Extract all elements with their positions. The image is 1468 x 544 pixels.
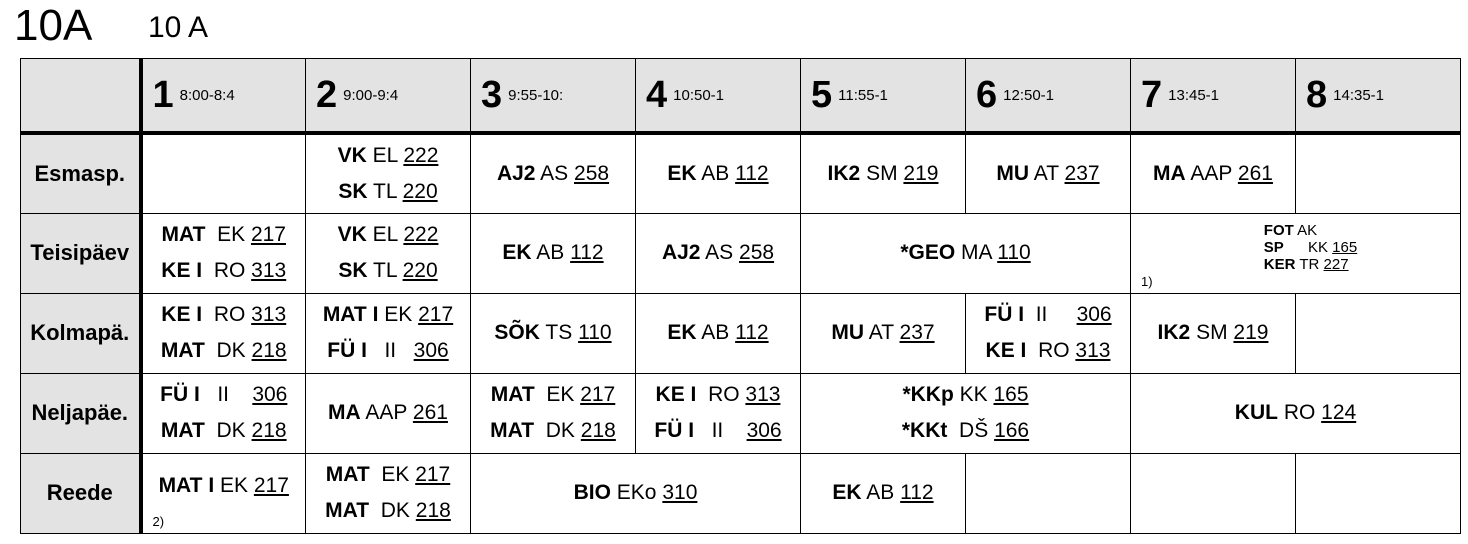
lesson-line [306,138,470,174]
class-subtitle: 10 A [148,11,209,44]
lesson-cell-empty [1131,453,1296,533]
lesson-line [801,377,1130,413]
teacher-code: EL [372,223,398,246]
course-code: MAT [160,419,205,442]
period-number: 4 [646,73,668,116]
lesson-line [471,475,800,511]
course-code: IK2 [827,161,861,185]
lesson-line [801,413,1130,449]
room-number: 218 [251,419,287,442]
lesson-cell [1131,213,1461,293]
lesson-line [306,174,470,210]
room-number: 217 [415,463,451,486]
period-time: 11:55-1 [838,86,888,104]
course-code: FÜ I [984,303,1025,326]
course-code: SÕK [494,321,540,344]
period-header [1131,59,1296,134]
day-row-wednesday [21,293,1461,373]
day-row-thursday [21,373,1461,453]
teacher-code: RO [1038,339,1070,362]
lesson-line [306,395,470,431]
period-number: 8 [1306,73,1328,116]
lesson-line [471,156,635,192]
lesson-line [143,468,306,504]
teacher-code: DK [216,419,246,442]
course-code: IK2 [1157,321,1191,344]
teacher-code: TR [1299,255,1320,273]
period-time: 14:35-1 [1333,86,1385,104]
teacher-code: II [384,339,397,362]
course-code: KER [1263,255,1296,273]
lesson-line [636,235,800,271]
teacher-code: SM [866,161,898,185]
lesson-line [471,413,635,449]
course-code: VK [337,223,367,246]
timetable [20,58,1461,534]
lesson-cell [306,213,471,293]
course-code: AJ2 [661,241,701,264]
room-number: 124 [1321,401,1357,424]
course-code: MAT I [322,303,379,326]
lesson-cell [1131,133,1296,213]
lesson-cell [801,133,966,213]
teacher-code: II [711,419,724,442]
period-time: 13:45-1 [1168,86,1220,104]
course-code: FOT [1263,221,1294,239]
course-code: MA [1153,161,1186,185]
teacher-code: RO [1283,401,1316,424]
lesson-line [471,377,635,413]
teacher-code: AAP [1190,161,1233,185]
course-code: MU [996,161,1030,185]
room-number: 313 [251,303,287,326]
course-code: EK [502,241,532,264]
course-code: FÜ I [327,339,367,362]
period-header [141,59,306,134]
lesson-line [1131,315,1295,351]
lesson-cell [471,133,636,213]
teacher-code: SM [1196,321,1228,344]
teacher-code: AB [536,241,565,264]
teacher-code: AB [701,161,730,185]
room-number: 218 [251,339,287,362]
teacher-code: AS [705,241,734,264]
room-number: 110 [997,241,1031,264]
room-number: 219 [1233,321,1269,344]
course-code: SP [1263,238,1284,256]
room-number: 237 [1064,161,1100,185]
lesson-line [306,493,470,529]
teacher-code: EK [546,383,575,406]
teacher-code: AT [1033,161,1059,185]
period-time: 12:50-1 [1003,86,1055,104]
lesson-cell [801,213,1131,293]
lesson-line [636,156,800,192]
lesson-line [1131,156,1295,192]
teacher-code: II [1035,303,1048,326]
period-time: 9:00-9:4 [343,86,399,104]
room-number: 306 [413,339,449,362]
room-number: 218 [580,419,616,442]
day-label: Neljapäe. [21,373,141,453]
period-number: 2 [316,73,338,116]
lesson-line [471,315,635,351]
lesson-cell-empty [1296,133,1461,213]
room-number: 258 [574,161,610,185]
period-time: 9:55-10: [508,86,564,104]
lesson-cell [306,453,471,533]
course-code: AJ2 [496,161,536,185]
room-number: 227 [1323,255,1349,273]
room-number: 166 [994,419,1030,442]
lesson-cell [1131,373,1461,453]
teacher-code: KK [1307,238,1328,256]
teacher-code: MA [961,241,992,264]
lesson-cell [636,293,801,373]
course-code: *GEO [900,241,956,264]
course-code: MAT [161,223,206,246]
course-code: MA [328,401,361,424]
lesson-line [801,475,965,511]
course-code: MAT [490,419,535,442]
course-code: KE I [985,339,1027,362]
room-number: 310 [662,481,698,504]
lesson-cell [471,453,801,533]
room-number: 306 [1076,303,1112,326]
lesson-line [801,156,965,192]
lesson-line [306,253,470,289]
period-number: 1 [152,73,174,116]
teacher-code: RO [213,303,246,326]
course-code: FÜ I [160,383,200,406]
room-number: 313 [251,259,287,282]
room-number: 261 [1237,161,1273,185]
room-number: 112 [900,481,934,504]
room-number: 217 [250,223,286,246]
room-number: 222 [403,223,439,246]
lesson-line [471,235,635,271]
course-code: MAT [490,383,535,406]
period-header [801,59,966,134]
lesson-line [1131,395,1460,431]
lesson-cell-empty [141,133,306,213]
period-header [471,59,636,134]
course-code: *KKp [902,383,954,406]
day-row-friday [21,453,1461,533]
course-code: *KKt [901,419,948,442]
footnote-marker: 2) [152,513,165,529]
room-number: 217 [580,383,616,406]
lesson-cell [306,133,471,213]
day-label: Kolmapä. [21,293,141,373]
teacher-code: AS [540,161,569,185]
lesson-line [306,333,470,369]
period-time: 8:00-8:4 [179,86,235,104]
teacher-code: DK [545,419,575,442]
teacher-code: TL [373,179,397,203]
teacher-code: TL [373,259,397,282]
course-code: BIO [573,481,611,504]
room-number: 258 [739,241,775,264]
lesson-cell [306,293,471,373]
teacher-code: II [217,383,229,406]
period-header-row [21,59,1461,134]
lesson-line [801,235,1130,271]
lesson-cell-empty [966,453,1131,533]
footnote-marker: 1) [1141,273,1153,289]
lesson-line [966,156,1130,192]
room-number: 220 [402,259,438,282]
lesson-cell [966,133,1131,213]
teacher-code: KK [959,383,988,406]
period-header [1296,59,1461,134]
period-number: 3 [481,73,503,116]
lesson-cell-empty [1296,453,1461,533]
lesson-cell [966,293,1131,373]
lesson-cell [141,213,306,293]
course-code: VK [337,143,367,167]
lesson-line [1264,256,1357,273]
room-number: 112 [735,321,769,344]
teacher-code: EL [372,143,398,167]
teacher-code: DŠ [959,419,989,442]
lesson-line [143,217,306,253]
period-header [636,59,801,134]
lesson-line [1264,239,1357,256]
teacher-code: AB [866,481,895,504]
room-number: 165 [993,383,1029,406]
corner-cell [21,59,141,134]
lesson-cell [1131,293,1296,373]
lesson-cell [636,373,801,453]
course-code: KUL [1234,401,1278,424]
course-code: FÜ I [654,419,695,442]
teacher-code: AK [1297,221,1318,239]
lesson-line [636,377,800,413]
lesson-line [143,413,306,449]
teacher-code: AAP [365,401,408,424]
room-number: 110 [578,321,612,344]
course-code: SK [338,259,368,282]
lesson-line [636,315,800,351]
period-number: 5 [811,73,833,116]
lesson-line [966,297,1130,333]
day-label: Esmasp. [21,133,141,213]
lesson-cell [636,213,801,293]
lesson-cell [471,213,636,293]
lesson-line [801,315,965,351]
lesson-cell [801,293,966,373]
course-code: EK [667,161,697,185]
teacher-code: AT [868,321,894,344]
period-header [306,59,471,134]
teacher-code: AB [701,321,730,344]
lesson-cell [471,373,636,453]
lesson-cell [801,373,1131,453]
lesson-line [636,413,800,449]
lesson-line [966,333,1130,369]
room-number: 261 [412,401,448,424]
room-number: 313 [1075,339,1111,362]
lesson-line [306,217,470,253]
course-code: MAT I [158,474,215,497]
lesson-cell [306,373,471,453]
lesson-line [143,297,306,333]
teacher-code: DK [380,499,410,522]
lesson-line [306,297,470,333]
lesson-line [143,253,306,289]
period-number: 6 [976,73,998,116]
lesson-line [306,457,470,493]
day-label: Reede [21,453,141,533]
lesson-cell [471,293,636,373]
room-number: 237 [899,321,935,344]
room-number: 306 [252,383,288,406]
course-code: EK [832,481,862,504]
course-code: SK [338,179,368,203]
lesson-line [143,377,306,413]
room-number: 222 [403,143,439,167]
teacher-code: EK [220,474,249,497]
lesson-cell [141,453,306,533]
room-number: 112 [570,241,604,264]
room-number: 306 [746,419,782,442]
teacher-code: EK [381,463,410,486]
teacher-code: DK [216,339,246,362]
lesson-group [1264,222,1357,273]
course-code: MU [831,321,865,344]
lesson-line [143,333,306,369]
course-code: EK [667,321,697,344]
lesson-cell [141,293,306,373]
course-code: MAT [325,499,370,522]
lesson-cell-empty [1296,293,1461,373]
room-number: 112 [735,161,769,185]
lesson-cell [141,373,306,453]
room-number: 217 [418,303,454,326]
room-number: 219 [903,161,939,185]
day-row-monday [21,133,1461,213]
room-number: 217 [253,474,289,497]
class-title: 10A [14,1,93,50]
course-code: MAT [325,463,370,486]
teacher-code: EK [217,223,246,246]
room-number: 218 [415,499,451,522]
day-label: Teisipäev [21,213,141,293]
room-number: 165 [1332,238,1358,256]
lesson-cell [636,133,801,213]
period-header [966,59,1131,134]
room-number: 220 [402,179,438,203]
day-row-tuesday [21,213,1461,293]
lesson-line [1264,222,1357,239]
course-code: KE I [161,259,203,282]
course-code: MAT [160,339,205,362]
period-time: 10:50-1 [673,86,725,104]
teacher-code: EKo [616,481,657,504]
room-number: 313 [745,383,781,406]
teacher-code: RO [213,259,246,282]
course-code: KE I [655,383,697,406]
lesson-cell [801,453,966,533]
teacher-code: EK [384,303,413,326]
period-number: 7 [1141,73,1163,116]
teacher-code: TS [545,321,573,344]
course-code: KE I [161,303,203,326]
teacher-code: RO [708,383,740,406]
